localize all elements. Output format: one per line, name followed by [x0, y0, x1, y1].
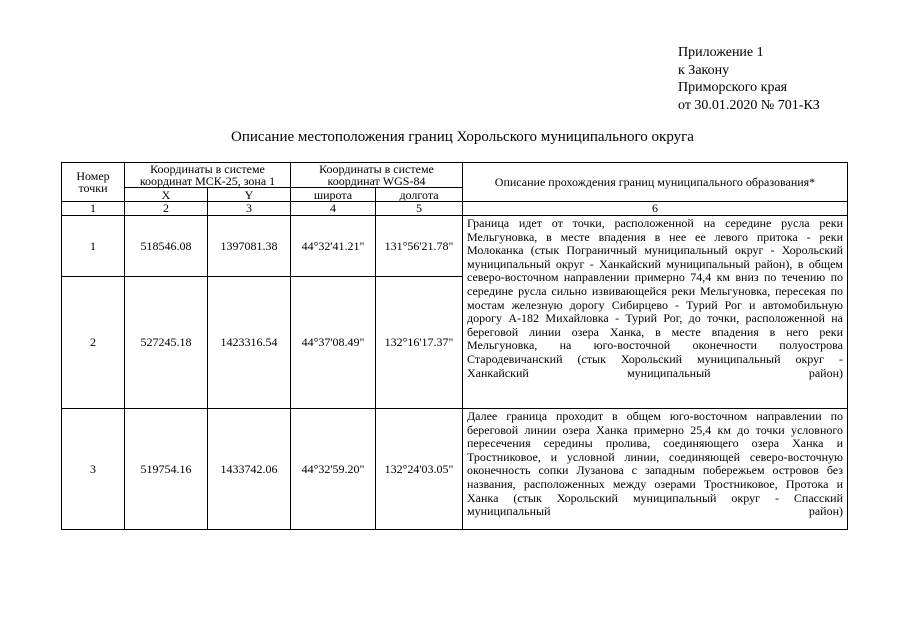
header-msk-group: Координаты в системе координат МСК-25, зона 1	[125, 163, 291, 188]
column-number: 3	[208, 202, 291, 216]
boundary-table	[61, 162, 848, 530]
appendix-line: Приложение 1	[678, 45, 764, 60]
coord-x: 519754.16	[125, 409, 208, 530]
coord-y: 1423316.54	[208, 277, 291, 409]
header-lat: широта	[291, 188, 376, 202]
coord-y: 1397081.38	[208, 216, 291, 277]
point-number: 2	[62, 277, 125, 409]
appendix-header	[678, 44, 820, 114]
header-point-no: Номер точки	[62, 163, 125, 202]
header-x: X	[125, 188, 208, 202]
coord-lon: 132°24'03.05"	[376, 409, 463, 530]
column-number: 5	[376, 202, 463, 216]
coord-lat: 44°32'41.21"	[291, 216, 376, 277]
point-number: 3	[62, 409, 125, 530]
appendix-line: Приморского края	[678, 80, 788, 95]
column-number: 2	[125, 202, 208, 216]
table-row	[62, 216, 848, 277]
coord-lon: 132°16'17.37"	[376, 277, 463, 409]
appendix-line: от 30.01.2020 № 701-КЗ	[678, 97, 820, 113]
header-wgs-group: Координаты в системе координат WGS-84	[291, 163, 463, 188]
coord-lat: 44°37'08.49"	[291, 277, 376, 409]
header-description: Описание прохождения границ муниципального образования*	[463, 163, 848, 202]
header-lon: долгота	[376, 188, 463, 202]
boundary-description: Граница идет от точки, расположенной на середине русла реки Мельгуновка, в месте впадения в нее ее левого притока - реки Молоканка (стык Пограничный муниципальный округ - Хорольский муниципальный округ - Ханкайский муниципальный район), в общем северо-восточном направлении примерно 74,4 км вниз по течению по середине русла сильно извивающейся реки Мельгуновка, пересекая по мостам железную дорогу Сибирцево - Турий Рог и автомобильную дорогу А-182 Михайловка - Турий Рог, до точки, расположенной на береговой линии озера Ханка, в месте впадения в него реки Мельгуновка, на юго-восточной оконечности полуострова Стародевичанский (стык Хорольский муниципальный округ - Ханкайский муниципальный район)	[463, 216, 848, 409]
coord-lon: 131°56'21.78"	[376, 216, 463, 277]
column-number: 4	[291, 202, 376, 216]
column-number: 6	[463, 202, 848, 216]
document-title: Описание местоположения границ Хорольского муниципального округа	[231, 129, 694, 145]
coord-x: 518546.08	[125, 216, 208, 277]
point-number: 1	[62, 216, 125, 277]
appendix-line: к Закону	[678, 62, 730, 78]
coord-lat: 44°32'59.20"	[291, 409, 376, 530]
header-y: Y	[208, 188, 291, 202]
coord-y: 1433742.06	[208, 409, 291, 530]
table-row	[62, 409, 848, 458]
boundary-description: Далее граница проходит в общем юго-восточном направлении по береговой линии озера Ханка примерно 25,4 км до точки условного пересечения середины пролива, соединяющего озера Ханка и Тростниковое, и условной линии, соединяющей северо-восточную оконечность сопки Лузанова с западным побережьем островов без названия, расположенных между озерами Тростниковое, Протока и Ханка (стык Хорольский муниципальный округ - Спасский муниципальный район)	[463, 409, 848, 530]
coord-x: 527245.18	[125, 277, 208, 409]
column-number: 1	[62, 202, 125, 216]
